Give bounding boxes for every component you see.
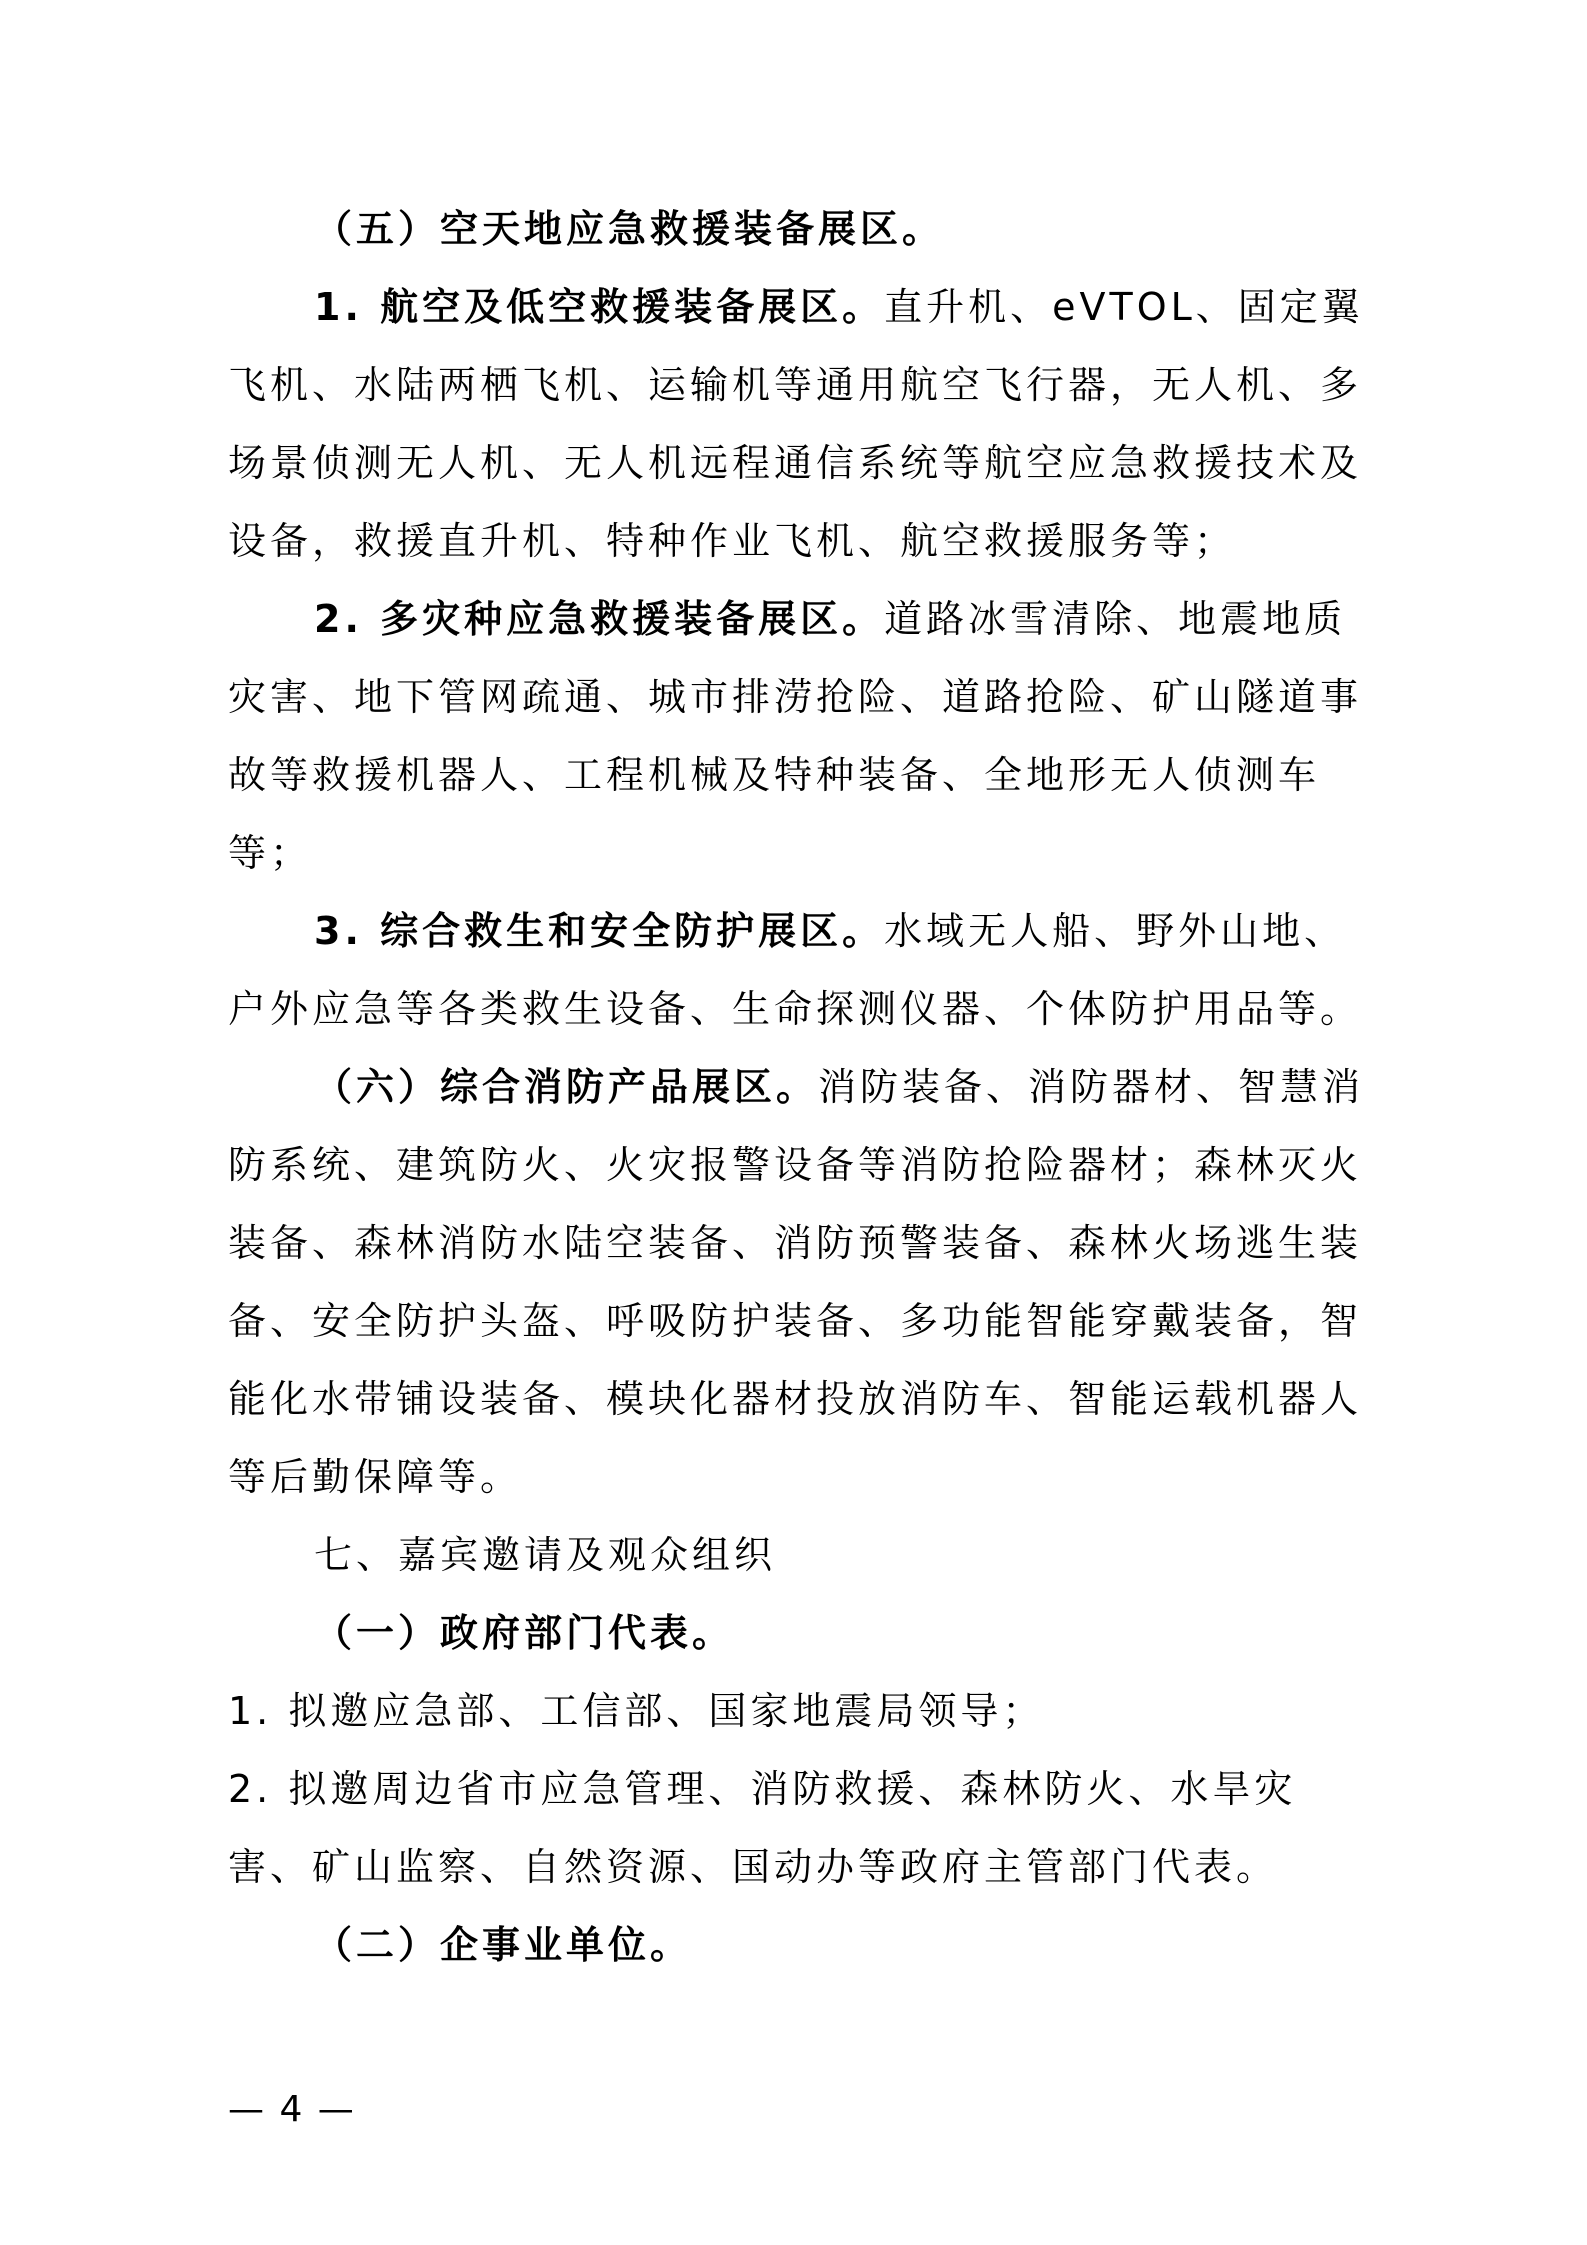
item-5-2-lead: 2. 多灾种应急救援装备展区。	[314, 597, 885, 641]
section-6-lead: （六）综合消防产品展区。	[314, 1065, 819, 1109]
document-body	[228, 190, 1368, 1984]
item-7-1-2: 2. 拟邀周边省市应急管理、消防救援、森林防火、水旱灾害、矿山监察、自然资源、国动办等政府主管部门代表。	[228, 1767, 1297, 1889]
item-5-2-text: 道路冰雪清除、地震地质灾害、地下管网疏通、城市排涝抢险、道路抢险、矿山隧道事故等救援机器人、工程机械及特种装备、全地形无人侦测车等；	[228, 597, 1363, 875]
item-5-1-text: 直升机、eVTOL、固定翼飞机、水陆两栖飞机、运输机等通用航空飞行器，无人机、多场景侦测无人机、无人机远程通信系统等航空应急救援技术及设备，救援直升机、特种作业飞机、航空救援服务等；	[228, 285, 1364, 563]
item-5-3-lead: 3. 综合救生和安全防护展区。	[314, 909, 885, 953]
section-5-heading: （五）空天地应急救援装备展区。	[314, 207, 945, 251]
section-6	[228, 1048, 1368, 1516]
item-5-1	[228, 268, 1368, 580]
item-5-2	[228, 580, 1368, 892]
chapter-7-heading: 七、嘉宾邀请及观众组织	[314, 1533, 777, 1577]
item-7-1-1: 1. 拟邀应急部、工信部、国家地震局领导；	[228, 1689, 1045, 1733]
item-5-3-text: 水域无人船、野外山地、户外应急等各类救生设备、生命探测仪器、个体防护用品等。	[228, 909, 1363, 1031]
item-5-3	[228, 892, 1368, 1048]
sub-7-1-heading: （一）政府部门代表。	[314, 1611, 735, 1655]
sub-7-2-heading: （二）企事业单位。	[314, 1923, 693, 1967]
section-6-text: 消防装备、消防器材、智慧消防系统、建筑防火、火灾报警设备等消防抢险器材；森林灭火装备、森林消防水陆空装备、消防预警装备、森林火场逃生装备、安全防护头盔、呼吸防护装备、多功能智能穿戴装备，智能化水带铺设装备、模块化器材投放消防车、智能运载机器人等后勤保障等。	[228, 1065, 1365, 1499]
page-number: — 4 —	[228, 2089, 356, 2130]
item-5-1-lead: 1. 航空及低空救援装备展区。	[314, 285, 885, 329]
